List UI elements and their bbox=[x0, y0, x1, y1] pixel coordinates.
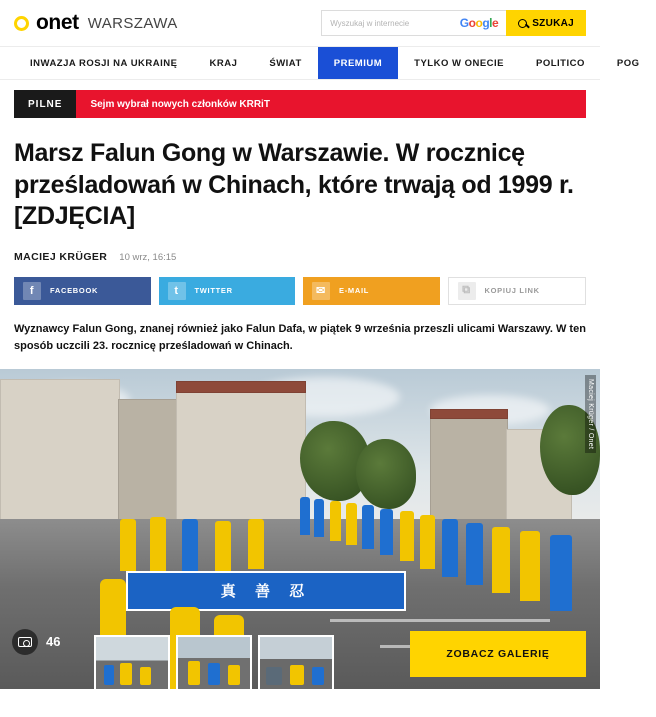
marcher-shape bbox=[182, 519, 198, 571]
building-roof-shape bbox=[430, 409, 508, 419]
view-gallery-button[interactable]: ZOBACZ GALERIĘ bbox=[410, 631, 586, 677]
building-shape bbox=[176, 389, 306, 539]
building-shape bbox=[118, 399, 178, 539]
share-twitter-button[interactable] bbox=[159, 277, 296, 305]
marcher-shape bbox=[400, 511, 414, 561]
marcher-shape bbox=[492, 527, 510, 593]
marcher-shape bbox=[215, 521, 231, 573]
share-row bbox=[14, 277, 586, 305]
building-shape bbox=[430, 417, 508, 535]
share-label: E-MAIL bbox=[339, 286, 370, 295]
search-button[interactable] bbox=[506, 10, 586, 36]
marcher-shape bbox=[520, 531, 540, 601]
road-marking bbox=[330, 619, 550, 622]
search-input[interactable] bbox=[321, 10, 506, 36]
gallery-thumbnails bbox=[94, 635, 334, 689]
nav-label: POG bbox=[616, 57, 640, 69]
nav-label: INWAZJA ROSJI NA UKRAINĘ bbox=[30, 57, 178, 69]
photo-count-value: 46 bbox=[46, 634, 61, 650]
breaking-news-bar[interactable] bbox=[14, 90, 586, 118]
marcher-shape bbox=[120, 519, 136, 571]
top-bar bbox=[0, 0, 600, 46]
gallery-thumb[interactable] bbox=[258, 635, 334, 689]
nav-item-kraj[interactable] bbox=[193, 47, 253, 79]
logo-text: onet bbox=[36, 11, 79, 34]
search-area bbox=[321, 10, 586, 36]
marcher-shape bbox=[248, 519, 264, 569]
nav-label: ŚWIAT bbox=[269, 57, 302, 69]
nav-item-tylko-w-onecie[interactable] bbox=[398, 47, 520, 79]
marcher-shape bbox=[420, 515, 435, 569]
main-navigation bbox=[0, 46, 640, 80]
nav-item-politico[interactable] bbox=[520, 47, 601, 79]
tree-shape bbox=[356, 439, 416, 509]
nav-item-swiat[interactable] bbox=[253, 47, 317, 79]
gallery-thumb[interactable] bbox=[176, 635, 252, 689]
marcher-shape bbox=[300, 497, 310, 535]
marcher-shape bbox=[466, 523, 483, 585]
copy-link-button[interactable] bbox=[448, 277, 587, 305]
link-icon: ⧉ bbox=[458, 282, 476, 300]
byline bbox=[14, 251, 586, 263]
marcher-shape bbox=[150, 517, 166, 571]
nav-item-ukraine[interactable] bbox=[14, 47, 193, 79]
nav-item-pog[interactable] bbox=[601, 47, 656, 79]
building-roof-shape bbox=[176, 381, 306, 393]
nav-item-premium[interactable] bbox=[318, 47, 398, 79]
mail-icon: ✉ bbox=[312, 282, 330, 300]
building-shape bbox=[0, 379, 120, 539]
marcher-shape bbox=[314, 499, 324, 537]
site-logo[interactable] bbox=[14, 11, 178, 35]
twitter-icon: t bbox=[168, 282, 186, 300]
marcher-shape bbox=[550, 535, 572, 611]
facebook-icon: f bbox=[23, 282, 41, 300]
onet-dot-icon bbox=[14, 16, 29, 31]
nav-label: TYLKO W ONECIE bbox=[414, 57, 505, 69]
breaking-headline[interactable]: Sejm wybrał nowych członków KRRiT bbox=[90, 98, 270, 110]
nav-label: POLITICO bbox=[536, 57, 585, 69]
nav-label: KRAJ bbox=[209, 57, 238, 69]
marcher-shape bbox=[442, 519, 458, 577]
gallery-thumb[interactable] bbox=[94, 635, 170, 689]
page-title: Marsz Falun Gong w Warszawie. W rocznicę prześladowań w Chinach, które trwają od 1999 r. [ZDJĘCIA] bbox=[14, 139, 574, 230]
publish-date: 10 wrz, 16:15 bbox=[119, 251, 177, 263]
photo-counter bbox=[12, 629, 60, 655]
nav-label: PREMIUM bbox=[333, 57, 383, 69]
marcher-shape bbox=[330, 501, 341, 541]
search-icon bbox=[518, 19, 527, 28]
share-label: FACEBOOK bbox=[50, 286, 99, 295]
marcher-shape bbox=[380, 509, 393, 555]
share-label: KOPIUJ LINK bbox=[484, 286, 540, 295]
breaking-tag: PILNE bbox=[14, 90, 76, 118]
photo-credit: Maciej Krüger / Onet bbox=[585, 375, 596, 453]
share-label: TWITTER bbox=[194, 286, 233, 295]
article-container bbox=[0, 138, 600, 355]
article-lead: Wyznawcy Falun Gong, znanej również jako Falun Dafa, w piątek 9 września przeszli ulicami Warszawy. W ten sposób uczcili 23. rocznicę prześladowań w Chinach. bbox=[14, 322, 586, 352]
camera-icon bbox=[12, 629, 38, 655]
share-facebook-button[interactable] bbox=[14, 277, 151, 305]
marcher-shape bbox=[362, 505, 374, 549]
google-logo-icon: Google bbox=[459, 16, 499, 30]
share-email-button[interactable] bbox=[303, 277, 440, 305]
marcher-shape bbox=[346, 503, 357, 545]
search-placeholder: Wyszukaj w internecie bbox=[330, 18, 410, 28]
city-label: WARSZAWA bbox=[87, 14, 178, 32]
search-button-label: SZUKAJ bbox=[532, 17, 574, 29]
author-name[interactable]: MACIEJ KRÜGER bbox=[14, 250, 108, 263]
article-hero-photo[interactable] bbox=[0, 369, 600, 689]
protest-banner: 真 善 忍 bbox=[126, 571, 406, 611]
